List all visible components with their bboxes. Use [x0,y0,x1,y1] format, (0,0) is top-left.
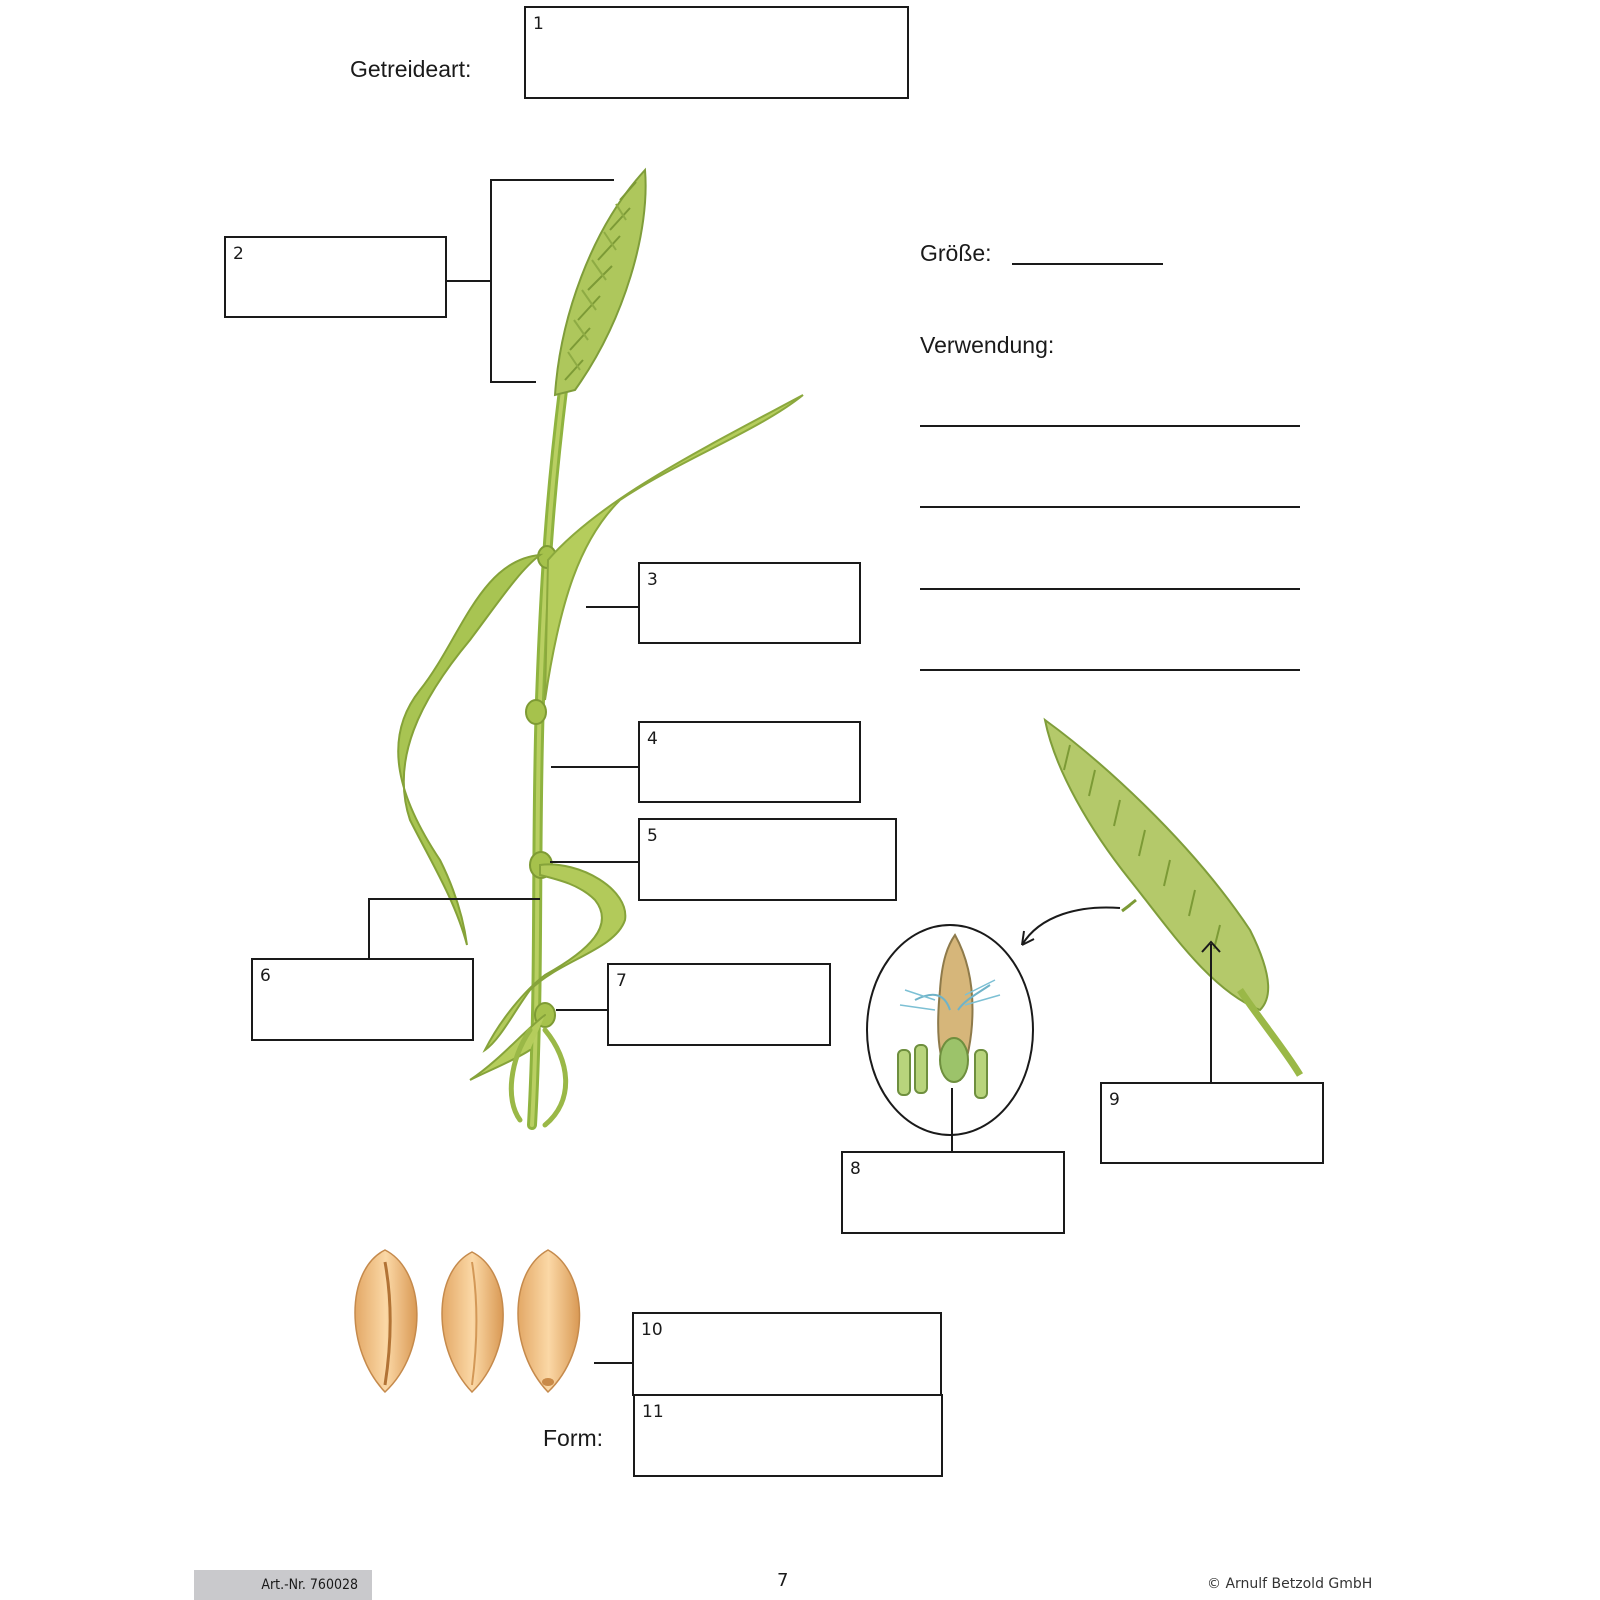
bracket-ear-bottom [490,381,536,383]
answer-box-10[interactable] [632,1312,942,1396]
wheat-grains [355,1250,580,1392]
box-number: 4 [647,729,658,749]
answer-box-7[interactable] [607,963,831,1046]
box-number: 8 [850,1159,861,1179]
use-answer-line-2[interactable] [920,506,1300,508]
grain-type-label: Getreideart: [350,56,472,82]
bracket-ear-top [490,179,614,181]
curved-arrow [1022,907,1120,945]
connector-6-top [368,898,540,900]
answer-box-9[interactable] [1100,1082,1324,1164]
connector-8 [951,1088,953,1152]
answer-box-1[interactable] [524,6,909,99]
arrow-up-icon [1203,940,1219,952]
connector-2 [446,280,492,282]
answer-box-8[interactable] [841,1151,1065,1234]
page-number: 7 [777,1570,789,1591]
form-label: Form: [543,1425,604,1451]
connector-7 [556,1009,608,1011]
answer-box-3[interactable] [638,562,861,644]
flower-oval [867,925,1033,1135]
connector-5 [550,861,638,863]
connector-4 [551,766,638,768]
box-number: 2 [233,244,244,264]
connector-3 [586,606,638,608]
connector-9 [1210,944,1212,1084]
box-number: 9 [1109,1090,1120,1110]
copyright: © Arnulf Betzold GmbH [1207,1576,1373,1592]
box-number: 1 [533,14,544,34]
use-answer-line-4[interactable] [920,669,1300,671]
size-answer-line[interactable] [1012,263,1163,265]
answer-box-4[interactable] [638,721,861,803]
box-number: 10 [641,1320,663,1340]
wheat-ear [555,170,646,395]
box-number: 3 [647,570,658,590]
box-number: 7 [616,971,627,991]
use-label: Verwendung: [920,332,1055,358]
answer-box-2[interactable] [224,236,447,318]
connector-10 [594,1362,634,1364]
article-number: Art.-Nr. 760028 [194,1570,372,1600]
use-answer-line-3[interactable] [920,588,1300,590]
wheat-ear-closeup [1045,720,1300,1075]
use-answer-line-1[interactable] [920,425,1300,427]
size-label: Größe: [920,240,992,266]
box-number: 6 [260,966,271,986]
answer-box-6[interactable] [251,958,474,1041]
answer-box-5[interactable] [638,818,897,901]
box-number: 5 [647,826,658,846]
connector-6-down [368,898,370,959]
answer-box-11[interactable] [633,1394,943,1477]
box-number: 11 [642,1402,664,1422]
